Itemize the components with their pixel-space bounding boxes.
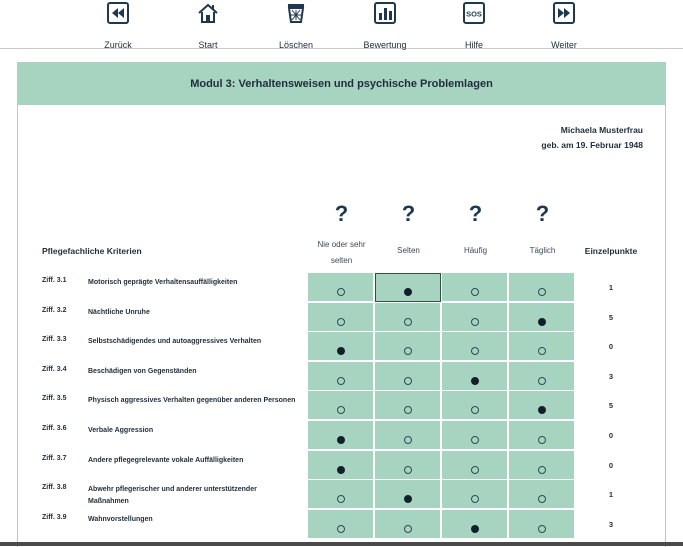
trash-icon	[285, 2, 307, 24]
row-points: 5	[608, 312, 614, 322]
answer-cell[interactable]	[442, 273, 508, 302]
radio-empty-icon[interactable]	[404, 436, 412, 444]
radio-empty-icon[interactable]	[471, 495, 479, 503]
table-row	[18, 362, 665, 391]
person-name: Michaela Musterfrau	[560, 125, 643, 135]
radio-empty-icon[interactable]	[471, 466, 479, 474]
module-card	[17, 62, 666, 547]
row-points: 0	[608, 431, 614, 440]
answer-cell[interactable]	[442, 362, 508, 391]
radio-empty-icon[interactable]	[538, 466, 546, 474]
radio-selected-icon[interactable]	[471, 377, 479, 385]
row-points: 1	[608, 283, 614, 292]
toolbar	[0, 0, 683, 49]
radio-empty-icon[interactable]	[404, 347, 412, 355]
person-birth: geb. am 19. Februar 1948	[541, 140, 643, 150]
start-button[interactable]	[168, 2, 248, 50]
answer-cell[interactable]	[509, 510, 575, 539]
answer-cell[interactable]	[308, 480, 374, 509]
radio-empty-icon[interactable]	[471, 288, 479, 296]
row-points: 5	[608, 401, 614, 411]
radio-selected-icon[interactable]	[337, 466, 345, 474]
rating-button[interactable]	[345, 2, 425, 50]
row-criterion: Beschädigen von Gegenständen	[88, 367, 197, 375]
answer-cell[interactable]	[509, 273, 575, 302]
row-number: Ziff. 3.1	[42, 277, 67, 284]
column-header-never: Nie oder sehr selten	[317, 240, 366, 265]
answer-cell[interactable]	[375, 273, 441, 302]
radio-empty-icon[interactable]	[337, 406, 345, 414]
answer-cell[interactable]	[308, 510, 374, 539]
help-button[interactable]	[434, 2, 514, 50]
answer-cell[interactable]	[375, 421, 441, 450]
radio-selected-icon[interactable]	[538, 318, 546, 326]
radio-selected-icon[interactable]	[404, 495, 412, 503]
points-header: Einzelpunkte	[584, 246, 638, 256]
next-label: Weiter	[551, 40, 577, 50]
answer-cell[interactable]	[308, 391, 374, 420]
next-button[interactable]	[524, 2, 604, 50]
answer-cell[interactable]	[375, 391, 441, 420]
answer-cell[interactable]	[375, 480, 441, 509]
row-criterion: Andere pflegegrelevante vokale Auffälligkeiten	[88, 456, 244, 464]
radio-selected-icon[interactable]	[538, 406, 546, 414]
question-mark-1: ?	[334, 201, 349, 226]
table-row	[18, 480, 665, 509]
answer-cell[interactable]	[442, 510, 508, 539]
answer-cell[interactable]	[375, 510, 441, 539]
row-points: 0	[608, 342, 614, 352]
radio-empty-icon[interactable]	[337, 495, 345, 503]
answer-cell[interactable]	[509, 362, 575, 391]
radio-empty-icon[interactable]	[538, 288, 546, 296]
answer-cell[interactable]	[509, 391, 575, 420]
question-mark-3: ?	[468, 201, 483, 226]
radio-empty-icon[interactable]	[471, 406, 479, 414]
answer-cell[interactable]	[308, 451, 374, 480]
bottom-scrollbar[interactable]	[0, 542, 683, 546]
radio-empty-icon[interactable]	[337, 318, 345, 326]
row-criterion: Verbale Aggression	[88, 427, 154, 434]
radio-selected-icon[interactable]	[337, 347, 345, 355]
answer-cell[interactable]	[442, 480, 508, 509]
row-points: 1	[608, 490, 614, 500]
answer-cell[interactable]	[509, 451, 575, 480]
bar-chart-icon	[374, 2, 396, 24]
sos-icon	[463, 2, 485, 24]
answer-cell[interactable]	[509, 421, 575, 450]
answer-cell[interactable]	[509, 332, 575, 361]
person-info	[541, 123, 643, 153]
table-row	[18, 421, 665, 450]
row-criterion: Wahnvorstellungen	[88, 515, 153, 523]
row-number: Ziff. 3.8	[42, 484, 67, 492]
answer-cell[interactable]	[308, 273, 374, 302]
question-mark-4: ?	[535, 201, 550, 226]
answer-cell[interactable]	[308, 303, 374, 332]
radio-selected-icon[interactable]	[337, 436, 345, 444]
table-row	[18, 303, 665, 332]
row-criterion: Selbstschädigendes und autoaggressives Verhalten	[88, 338, 262, 346]
table-row	[18, 510, 665, 539]
answer-cell[interactable]	[509, 480, 575, 509]
table-row	[18, 451, 665, 480]
question-mark-2: ?	[401, 201, 416, 226]
answer-cell[interactable]	[442, 451, 508, 480]
radio-empty-icon[interactable]	[337, 288, 345, 296]
column-header-daily: Täglich	[529, 246, 556, 255]
radio-empty-icon[interactable]	[538, 525, 546, 533]
radio-empty-icon[interactable]	[404, 318, 412, 326]
answer-cell[interactable]	[375, 451, 441, 480]
radio-empty-icon[interactable]	[538, 347, 546, 355]
row-criterion: Physisch aggressives Verhalten gegenüber anderen Personen	[88, 397, 296, 405]
sos-text: SOS	[466, 9, 482, 19]
answer-cell[interactable]	[375, 303, 441, 332]
table-row	[18, 332, 665, 361]
criteria-header: Pflegefachliche Kriterien	[42, 246, 142, 256]
radio-selected-icon[interactable]	[404, 288, 412, 296]
answer-cell[interactable]	[375, 332, 441, 361]
start-label: Start	[198, 40, 218, 50]
row-criterion: Motorisch geprägte Verhaltensauffälligkeiten	[88, 279, 238, 286]
radio-empty-icon[interactable]	[337, 377, 345, 385]
radio-selected-icon[interactable]	[471, 525, 479, 533]
column-header-rarely: Selten	[397, 246, 420, 255]
home-icon	[197, 2, 219, 24]
column-header-often: Häufig	[463, 246, 488, 255]
radio-empty-icon[interactable]	[404, 377, 412, 385]
row-number: Ziff. 3.3	[42, 336, 67, 344]
radio-empty-icon[interactable]	[404, 406, 412, 414]
row-number: Ziff. 3.6	[42, 425, 67, 432]
row-points: 3	[608, 371, 614, 381]
radio-empty-icon[interactable]	[538, 377, 546, 385]
answer-cell[interactable]	[442, 332, 508, 361]
answer-cell[interactable]	[308, 421, 374, 450]
radio-empty-icon[interactable]	[471, 318, 479, 326]
back-label: Zurück	[104, 40, 132, 50]
radio-empty-icon[interactable]	[538, 436, 546, 444]
answer-cell[interactable]	[308, 332, 374, 361]
rewind-icon	[107, 2, 129, 24]
delete-label: Löschen	[278, 40, 314, 50]
row-number: Ziff. 3.7	[42, 454, 67, 462]
module-title: Modul 3: Verhaltensweisen und psychische Problemlagen	[18, 63, 665, 105]
help-label: Hilfe	[464, 40, 483, 50]
rating-label: Bewertung	[363, 40, 407, 50]
row-points: 3	[608, 519, 614, 529]
back-button[interactable]	[78, 2, 158, 50]
answer-cell[interactable]	[308, 362, 374, 391]
radio-empty-icon[interactable]	[404, 466, 412, 474]
table-row	[18, 273, 665, 302]
answer-cell[interactable]	[442, 303, 508, 332]
answer-cell[interactable]	[442, 421, 508, 450]
row-criterion: Nächtliche Unruhe	[88, 308, 150, 316]
table-row	[18, 391, 665, 420]
radio-empty-icon[interactable]	[337, 525, 345, 533]
row-points: 0	[608, 460, 614, 470]
answer-cell[interactable]	[509, 303, 575, 332]
radio-empty-icon[interactable]	[538, 495, 546, 503]
radio-empty-icon[interactable]	[404, 525, 412, 533]
row-number: Ziff. 3.2	[42, 306, 67, 314]
answer-cell[interactable]	[442, 391, 508, 420]
row-number: Ziff. 3.9	[42, 513, 67, 521]
row-criterion: Abwehr pflegerischer und anderer unterstützender Maßnahmen	[88, 486, 257, 506]
radio-empty-icon[interactable]	[471, 347, 479, 355]
row-number: Ziff. 3.5	[42, 395, 67, 403]
radio-empty-icon[interactable]	[471, 436, 479, 444]
answer-cell[interactable]	[375, 362, 441, 391]
fast-forward-icon	[553, 2, 575, 24]
delete-button[interactable]	[256, 2, 336, 50]
row-number: Ziff. 3.4	[42, 365, 67, 373]
